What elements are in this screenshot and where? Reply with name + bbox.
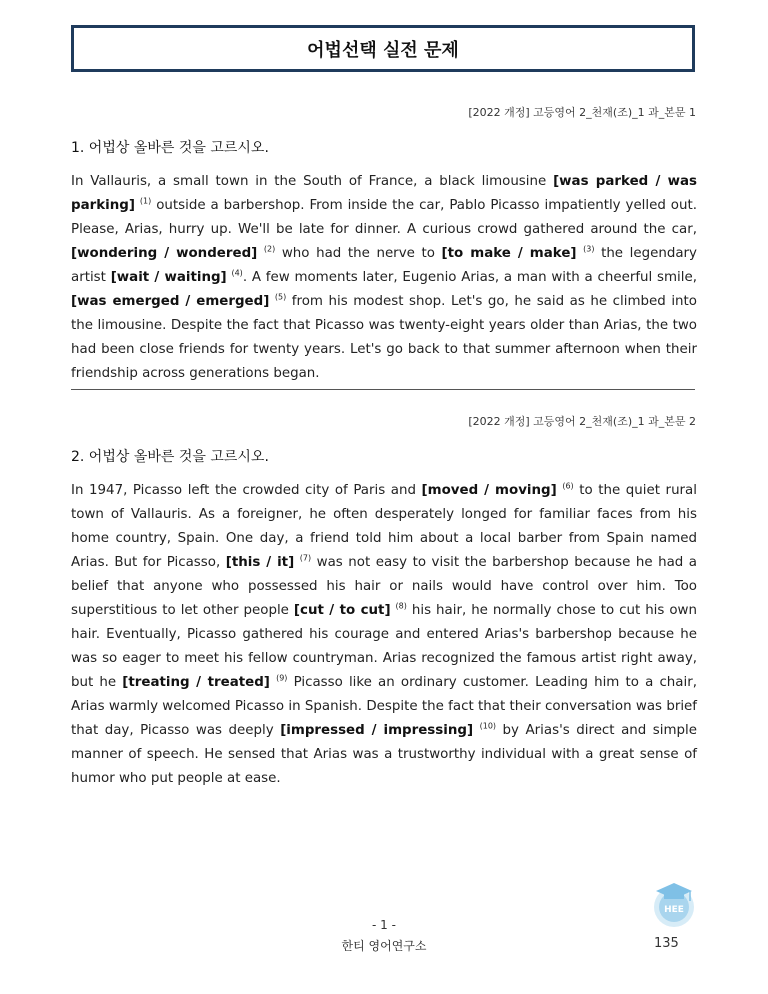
passage-text: outside a barbershop. From inside the car, Pablo Picasso impatiently yelled out. Please, Arias, hurry up. We'll be late for dinner. A curious crowd gathered around the car,: [71, 198, 697, 237]
source-label-2: [2022 개정] 고등영어 2_천재(조)_1 과_본문 2: [468, 415, 696, 428]
passage-text: from his modest shop. Let's go, he said as he climbed into the limousine. Despite the fact that Picasso was twenty-eight years older than Arias, the two had been close friends for twenty years. Let's go back to that summer afternoon when their friendship across generations began.: [71, 294, 697, 381]
page-number: - 1 -: [372, 918, 396, 932]
choice-number-2: (2): [263, 244, 276, 254]
institute-name: 한티 영어연구소: [341, 939, 427, 953]
passage-text: the legendary artist: [71, 246, 697, 285]
choice-1: [was parked / was parking]: [71, 174, 697, 213]
passage-text: his hair, he normally chose to cut his own hair. Eventually, Picasso gathered his courage and entered Arias's barbershop because he was so eager to meet his fellow countryman. Arias recognized the famous artist right away, but he: [71, 603, 697, 690]
divider: [71, 389, 695, 390]
choice-number-7: (7): [299, 553, 312, 563]
choice-3: [to make / make]: [441, 246, 577, 261]
choice-number-1: (1): [139, 196, 152, 206]
passage-text: by Arias's direct and simple manner of speech. He sensed that Arias was a trustworthy individual with a great sense of humor who put people at ease.: [71, 723, 697, 786]
question-1: 1. 어법상 올바른 것을 고르시오.: [71, 140, 269, 156]
choice-number-6: (6): [562, 481, 574, 491]
choice-6: [moved / moving]: [421, 483, 557, 498]
passage-text: Picasso like an ordinary customer. Leading him to a chair, Arias warmly welcomed Picasso in Spanish. Despite the fact that their conversation was brief that day, Picasso was deeply: [71, 675, 697, 738]
question-2: 2. 어법상 올바른 것을 고르시오.: [71, 449, 269, 465]
passage-text: . A few moments later, Eugenio Arias, a man with a cheerful smile,: [242, 270, 697, 285]
passage-text: In 1947, Picasso left the crowded city of Paris and: [71, 483, 422, 498]
choice-10: [impressed / impressing]: [280, 723, 474, 738]
source-label-1: [2022 개정] 고등영어 2_천재(조)_1 과_본문 1: [468, 106, 696, 119]
choice-9: [treating / treated]: [122, 675, 270, 690]
passage-text: was not easy to visit the barbershop because he had a belief that anyone who possessed his hair or nails would have control over him. Too superstitious to let other people: [71, 555, 697, 618]
passage-text: who had the nerve to: [275, 246, 442, 261]
logo-text: HEE: [664, 905, 684, 915]
choice-number-3: (3): [583, 244, 595, 254]
graduation-cap-logo-icon: [648, 877, 700, 929]
choice-5: [was emerged / emerged]: [71, 294, 270, 309]
passage-2: [71, 479, 697, 791]
choice-number-10: (10): [479, 721, 497, 731]
page-title: 어법선택 실전 문제: [307, 39, 459, 61]
passage-text: In Vallauris, a small town in the South of France, a black limousine: [71, 174, 554, 189]
choice-8: [cut / to cut]: [293, 603, 391, 618]
choice-4: [wait / waiting]: [110, 270, 227, 285]
choice-number-5: (5): [274, 292, 287, 302]
choice-number-9: (9): [276, 673, 288, 683]
passage-text: to the quiet rural town of Vallauris. As a foreigner, he often desperately longed for familiar faces from his home country, Spain. One day, a friend told him about a local barber from Spain named Arias. But for Picasso,: [71, 483, 697, 570]
choice-number-4: (4): [231, 268, 243, 278]
choice-2: [wondering / wondered]: [71, 246, 258, 261]
corner-number: 135: [654, 936, 679, 951]
passage-1: [71, 170, 697, 386]
title-box: [71, 25, 695, 72]
choice-number-8: (8): [395, 601, 407, 611]
choice-7: [this / it]: [225, 555, 295, 570]
